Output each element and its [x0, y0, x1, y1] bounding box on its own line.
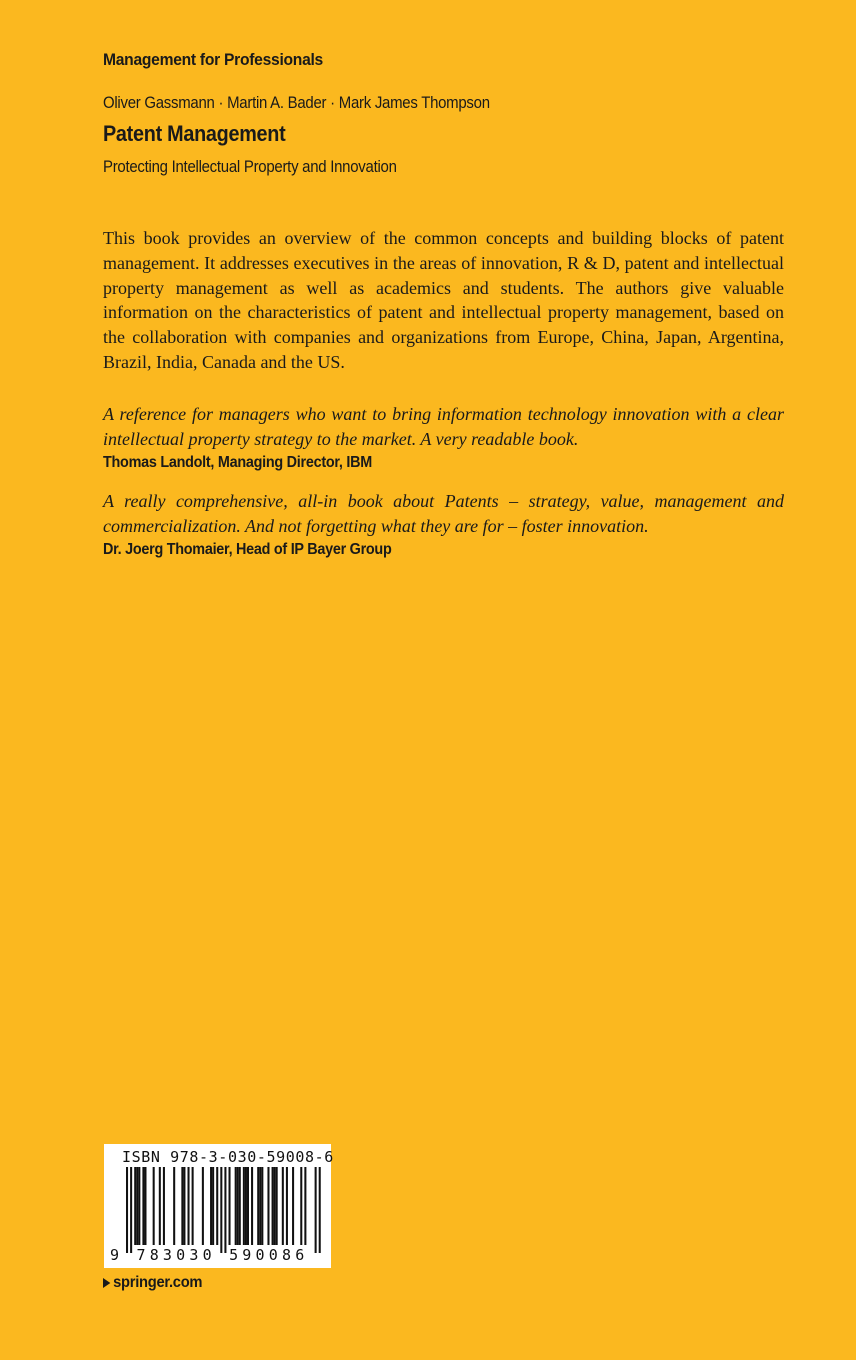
- barcode-bar: [188, 1167, 190, 1245]
- barcode-bar: [229, 1167, 231, 1245]
- barcode-bar: [126, 1167, 128, 1253]
- barcode-bar: [183, 1167, 185, 1245]
- barcode-bar: [212, 1167, 214, 1245]
- barcode-bar: [239, 1167, 241, 1245]
- barcode-bar: [142, 1167, 144, 1245]
- barcode-bar: [224, 1167, 226, 1253]
- arrow-right-icon: [103, 1278, 110, 1288]
- barcode-bar: [159, 1167, 161, 1245]
- barcode-bar: [138, 1167, 140, 1245]
- review-attribution-1: Thomas Landolt, Managing Director, IBM: [103, 454, 372, 471]
- barcode-bar: [245, 1167, 247, 1245]
- barcode-bar: [181, 1167, 183, 1245]
- barcode-bar: [276, 1167, 278, 1245]
- review-quote-1: A reference for managers who want to bring information technology innovation with a clear intellectual property strategy to the market. A very readable book.: [103, 404, 784, 449]
- barcode-bar: [257, 1167, 259, 1245]
- isbn-barcode: [104, 1144, 334, 1268]
- barcode-bar: [247, 1167, 249, 1245]
- barcode-bar: [210, 1167, 212, 1245]
- barcode-digits: 9 783030 590086: [110, 1246, 309, 1264]
- barcode-bar: [153, 1167, 155, 1245]
- barcode-bar: [216, 1167, 218, 1245]
- book-description: This book provides an overview of the common concepts and building blocks of patent management. It addresses executives in the areas of innovation, R & D, patent and intellectual property management as well as academics and students. The authors give valuable information on the characteristics of patent and intellectual property management, based on the collaboration with companies and organizations from Europe, China, Japan, Argentina, Brazil, India, Canada and the US.: [103, 228, 784, 372]
- barcode-bar: [130, 1167, 132, 1253]
- barcode-bar: [274, 1167, 276, 1245]
- review-attribution-2: Dr. Joerg Thomaier, Head of IP Bayer Group: [103, 541, 392, 558]
- barcode-bar: [251, 1167, 253, 1245]
- barcode-bar: [235, 1167, 237, 1245]
- barcode-bar: [304, 1167, 306, 1245]
- barcode-bar: [192, 1167, 194, 1245]
- book-subtitle: Protecting Intellectual Property and Innovation: [103, 157, 397, 176]
- book-title: Patent Management: [103, 121, 286, 146]
- barcode-bar: [237, 1167, 239, 1245]
- series-title: Management for Professionals: [103, 50, 323, 69]
- barcode-bar: [282, 1167, 284, 1245]
- barcode-bar: [220, 1167, 222, 1253]
- barcode-bar: [315, 1167, 317, 1253]
- barcode-bar: [267, 1167, 269, 1245]
- isbn-label: ISBN 978-3-030-59008-6: [122, 1148, 334, 1166]
- website-label: springer.com: [113, 1274, 203, 1291]
- barcode-bar: [202, 1167, 204, 1245]
- barcode-bar: [243, 1167, 245, 1245]
- barcode-bar: [286, 1167, 288, 1245]
- barcode-bar: [173, 1167, 175, 1245]
- barcode-bar: [292, 1167, 294, 1245]
- barcode-bar: [163, 1167, 165, 1245]
- barcode-bar: [144, 1167, 146, 1245]
- barcode-bar: [136, 1167, 138, 1245]
- barcode-bar: [319, 1167, 321, 1253]
- barcode-bar: [259, 1167, 261, 1245]
- website-link[interactable]: [103, 1274, 202, 1292]
- barcode-bar: [300, 1167, 302, 1245]
- review-quote-2: A really comprehensive, all-in book about Patents – strategy, value, management and commercialization. And not forgetting what they are for – foster innovation.: [103, 491, 784, 536]
- authors: Oliver Gassmann · Martin A. Bader · Mark James Thompson: [103, 93, 490, 112]
- barcode-bar: [134, 1167, 136, 1245]
- barcode-bar: [272, 1167, 274, 1245]
- barcode-bar: [261, 1167, 263, 1245]
